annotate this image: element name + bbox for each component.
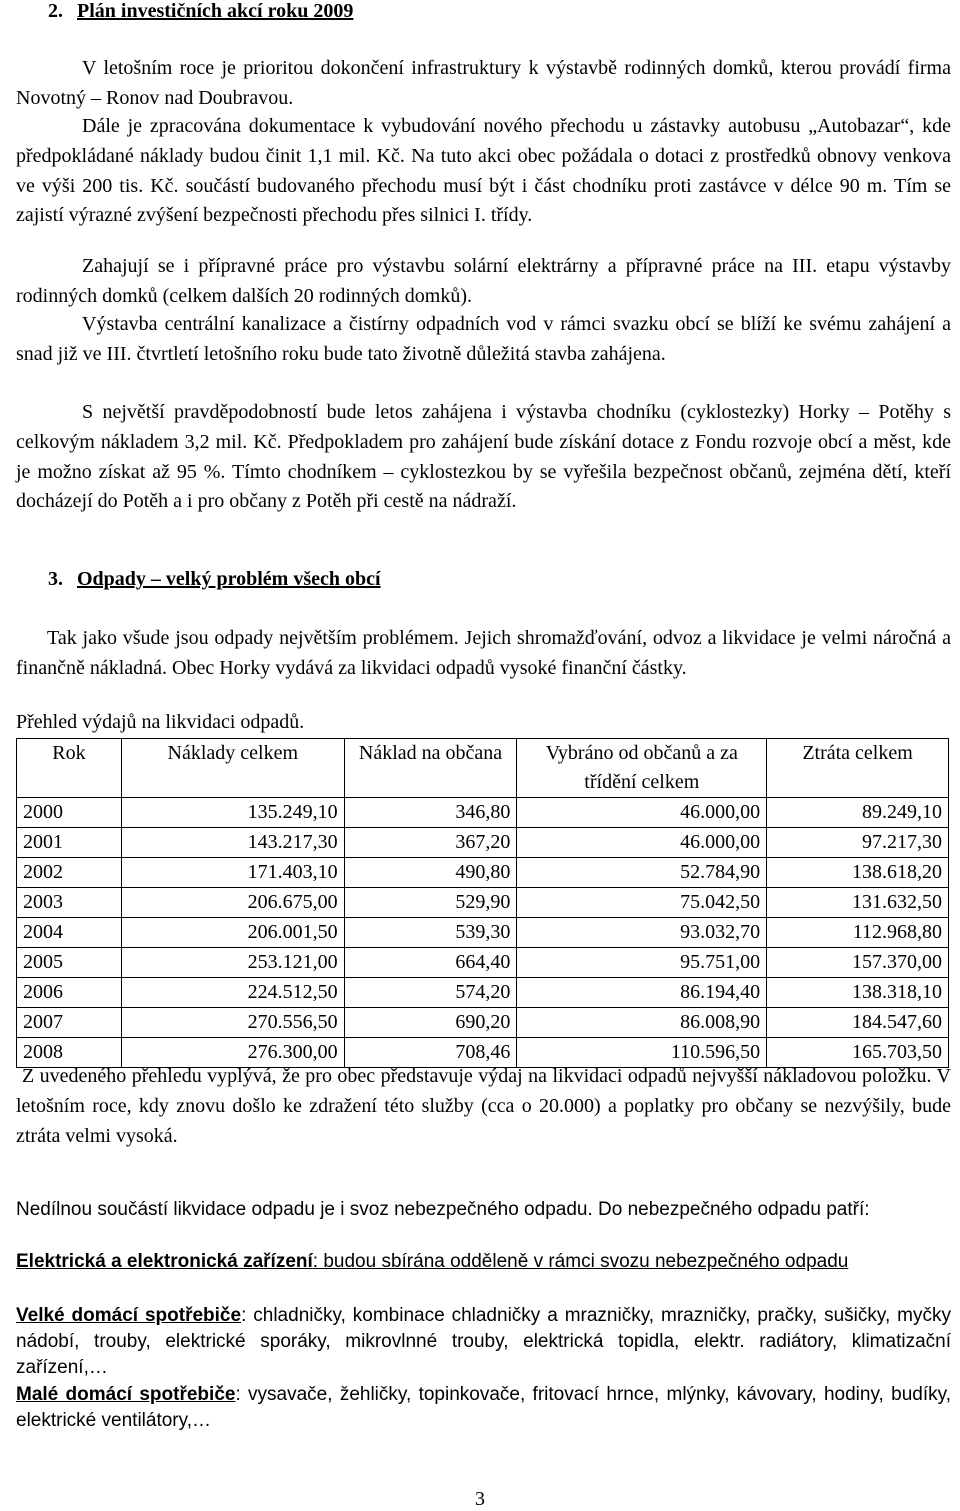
section-3-heading <box>48 568 381 591</box>
page-number: 3 <box>475 1488 485 1510</box>
table-cell: 97.217,30 <box>767 828 949 858</box>
table-cell: 46.000,00 <box>517 798 767 828</box>
category-text: : chladničky, kombinace chladničky a mrazničky, mrazničky, pračky, sušičky, myčky nádobí, trouby, elektrické sporáky, mikrovlnné trouby, elektrická topidla, elektr. radiátory, klimatizační zařízení,… <box>16 1305 951 1378</box>
paragraph-table-conclusion: Z uvedeného přehledu vyplývá, že pro obec představuje výdaj na likvidaci odpadů nejvyšší nákladovou položku. V letošním roce, kdy znovu došlo ke zdražení této služby (cca o 20.000) a poplatky pro občany se nezvýšily, bude ztráta velmi vysoká. <box>16 1065 951 1147</box>
column-header: Náklady celkem <box>121 739 344 798</box>
table-cell: 93.032,70 <box>517 918 767 948</box>
paragraph-sewerage: Výstavba centrální kanalizace a čistírny odpadních vod v rámci svazku obcí se blíží ke svému zahájení a snad již ve III. čtvrtletí letošního roku bude tato životně důležitá stavba zahájena. <box>16 313 951 365</box>
table-cell: 2001 <box>17 828 122 858</box>
table-cell: 2005 <box>17 948 122 978</box>
table-cell: 346,80 <box>344 798 517 828</box>
table-cell: 171.403,10 <box>121 858 344 888</box>
table-cell: 206.675,00 <box>121 888 344 918</box>
table-row <box>17 828 949 858</box>
table-cell: 95.751,00 <box>517 948 767 978</box>
table-cell: 708,46 <box>344 1038 517 1068</box>
table-cell: 138.618,20 <box>767 858 949 888</box>
table-header-row <box>17 739 949 798</box>
table-cell: 143.217,30 <box>121 828 344 858</box>
section-number: 2. <box>48 0 63 22</box>
paragraph-cycle-path: S největší pravděpodobností bude letos zahájena i výstavba chodníku (cyklostezky) Horky – Potěhy s celkovým nákladem 3,2 mil. Kč. Předpokladem pro zahájení bude získání dotace z Fondu rozvoje obcí a měst, kde je možno získat až 95 %. Tímto chodníkem – cyklostezkou by se vyřešila bezpečnost občanů, zejména dětí, kteří docházejí do Potěh a i pro občany z Potěh při cestě na nádraží. <box>16 401 951 513</box>
table-cell: 2007 <box>17 1008 122 1038</box>
category-term: Velké domácí spotřebiče <box>16 1305 242 1326</box>
paragraph-waste-intro: Tak jako všude jsou odpady největším problémem. Jejich shromažďování, odvoz a likvidace je velmi náročná a finančně nákladná. Obec Horky vydává za likvidaci odpadů vysoké finanční částky. <box>16 627 951 679</box>
table-row <box>17 948 949 978</box>
table-cell: 2000 <box>17 798 122 828</box>
table-cell: 690,20 <box>344 1008 517 1038</box>
table-cell: 110.596,50 <box>517 1038 767 1068</box>
paragraph-solar: Zahajují se i přípravné práce pro výstavbu solární elektrárny a přípravné práce na III. etapu výstavby rodinných domků (celkem dalších 20 rodinných domků). <box>16 255 951 307</box>
table-cell: 2002 <box>17 858 122 888</box>
table-row <box>17 798 949 828</box>
list-item <box>16 1382 951 1434</box>
table-cell: 135.249,10 <box>121 798 344 828</box>
table-cell: 2006 <box>17 978 122 1008</box>
section-2-heading <box>48 0 353 23</box>
table-row <box>17 888 949 918</box>
category-term: Malé domácí spotřebiče <box>16 1384 236 1405</box>
category-term: Elektrická a elektronická zařízení <box>16 1251 313 1272</box>
table-cell: 539,30 <box>344 918 517 948</box>
table-cell: 89.249,10 <box>767 798 949 828</box>
column-header: Ztráta celkem <box>767 739 949 798</box>
table-cell: 157.370,00 <box>767 948 949 978</box>
table-cell: 367,20 <box>344 828 517 858</box>
table-cell: 253.121,00 <box>121 948 344 978</box>
table-cell: 2003 <box>17 888 122 918</box>
table-row <box>17 858 949 888</box>
table-body <box>17 798 949 1068</box>
table-cell: 664,40 <box>344 948 517 978</box>
table-cell: 490,80 <box>344 858 517 888</box>
table-cell: 574,20 <box>344 978 517 1008</box>
table-cell: 86.194,40 <box>517 978 767 1008</box>
table-cell: 2008 <box>17 1038 122 1068</box>
waste-expenses-table <box>16 738 949 1068</box>
table-cell: 52.784,90 <box>517 858 767 888</box>
section-title: Plán investičních akcí roku 2009 <box>77 0 354 22</box>
table-row <box>17 1008 949 1038</box>
table-cell: 131.632,50 <box>767 888 949 918</box>
column-header: Náklad na občana <box>344 739 517 798</box>
column-header: Rok <box>17 739 122 798</box>
table-cell: 46.000,00 <box>517 828 767 858</box>
paragraph-crossing: Dále je zpracována dokumentace k vybudování nového přechodu u zástavky autobusu „Autobazar“, kde předpokládané náklady budou činit 1,1 mil. Kč. Na tuto akci obec požádala o dotaci z prostředků obnovy venkova ve výši 200 tis. Kč. součástí budovaného přechodu musí být i část chodníku proti zastávce v délce 90 m. Tím se zajistí výrazné zvýšení bezpečnosti přechodu přes silnici I. třídy. <box>16 115 951 227</box>
table-cell: 270.556,50 <box>121 1008 344 1038</box>
section-number: 3. <box>48 568 63 590</box>
table-cell: 138.318,10 <box>767 978 949 1008</box>
table-cell: 86.008,90 <box>517 1008 767 1038</box>
table-row <box>17 918 949 948</box>
table-row <box>17 978 949 1008</box>
table-cell: 75.042,50 <box>517 888 767 918</box>
list-item <box>16 1303 951 1380</box>
paragraph-hazardous-waste: Nedílnou součástí likvidace odpadu je i svoz nebezpečného odpadu. Do nebezpečného odpadu patří: <box>16 1199 870 1220</box>
section-title: Odpady – velký problém všech obcí <box>77 568 381 590</box>
table-cell: 2004 <box>17 918 122 948</box>
table-cell: 165.703,50 <box>767 1038 949 1068</box>
table-cell: 224.512,50 <box>121 978 344 1008</box>
category-text: : vysavače, žehličky, topinkovače, fritovací hrnce, mlýnky, kávovary, hodiny, budíky, elektrické ventilátory,… <box>16 1384 951 1431</box>
category-text: : budou sbírána odděleně v rámci svozu nebezpečného odpadu <box>312 1251 849 1272</box>
table-cell: 529,90 <box>344 888 517 918</box>
table-cell: 206.001,50 <box>121 918 344 948</box>
list-item <box>16 1249 951 1275</box>
table-cell: 112.968,80 <box>767 918 949 948</box>
table-cell: 184.547,60 <box>767 1008 949 1038</box>
paragraph-infrastructure: V letošním roce je prioritou dokončení infrastruktury k výstavbě rodinných domků, kterou provádí firma Novotný – Ronov nad Doubravou. <box>16 57 951 109</box>
column-header: Vybráno od občanů a za třídění celkem <box>517 739 767 798</box>
table-caption: Přehled výdajů na likvidaci odpadů. <box>16 711 305 733</box>
table-cell: 276.300,00 <box>121 1038 344 1068</box>
